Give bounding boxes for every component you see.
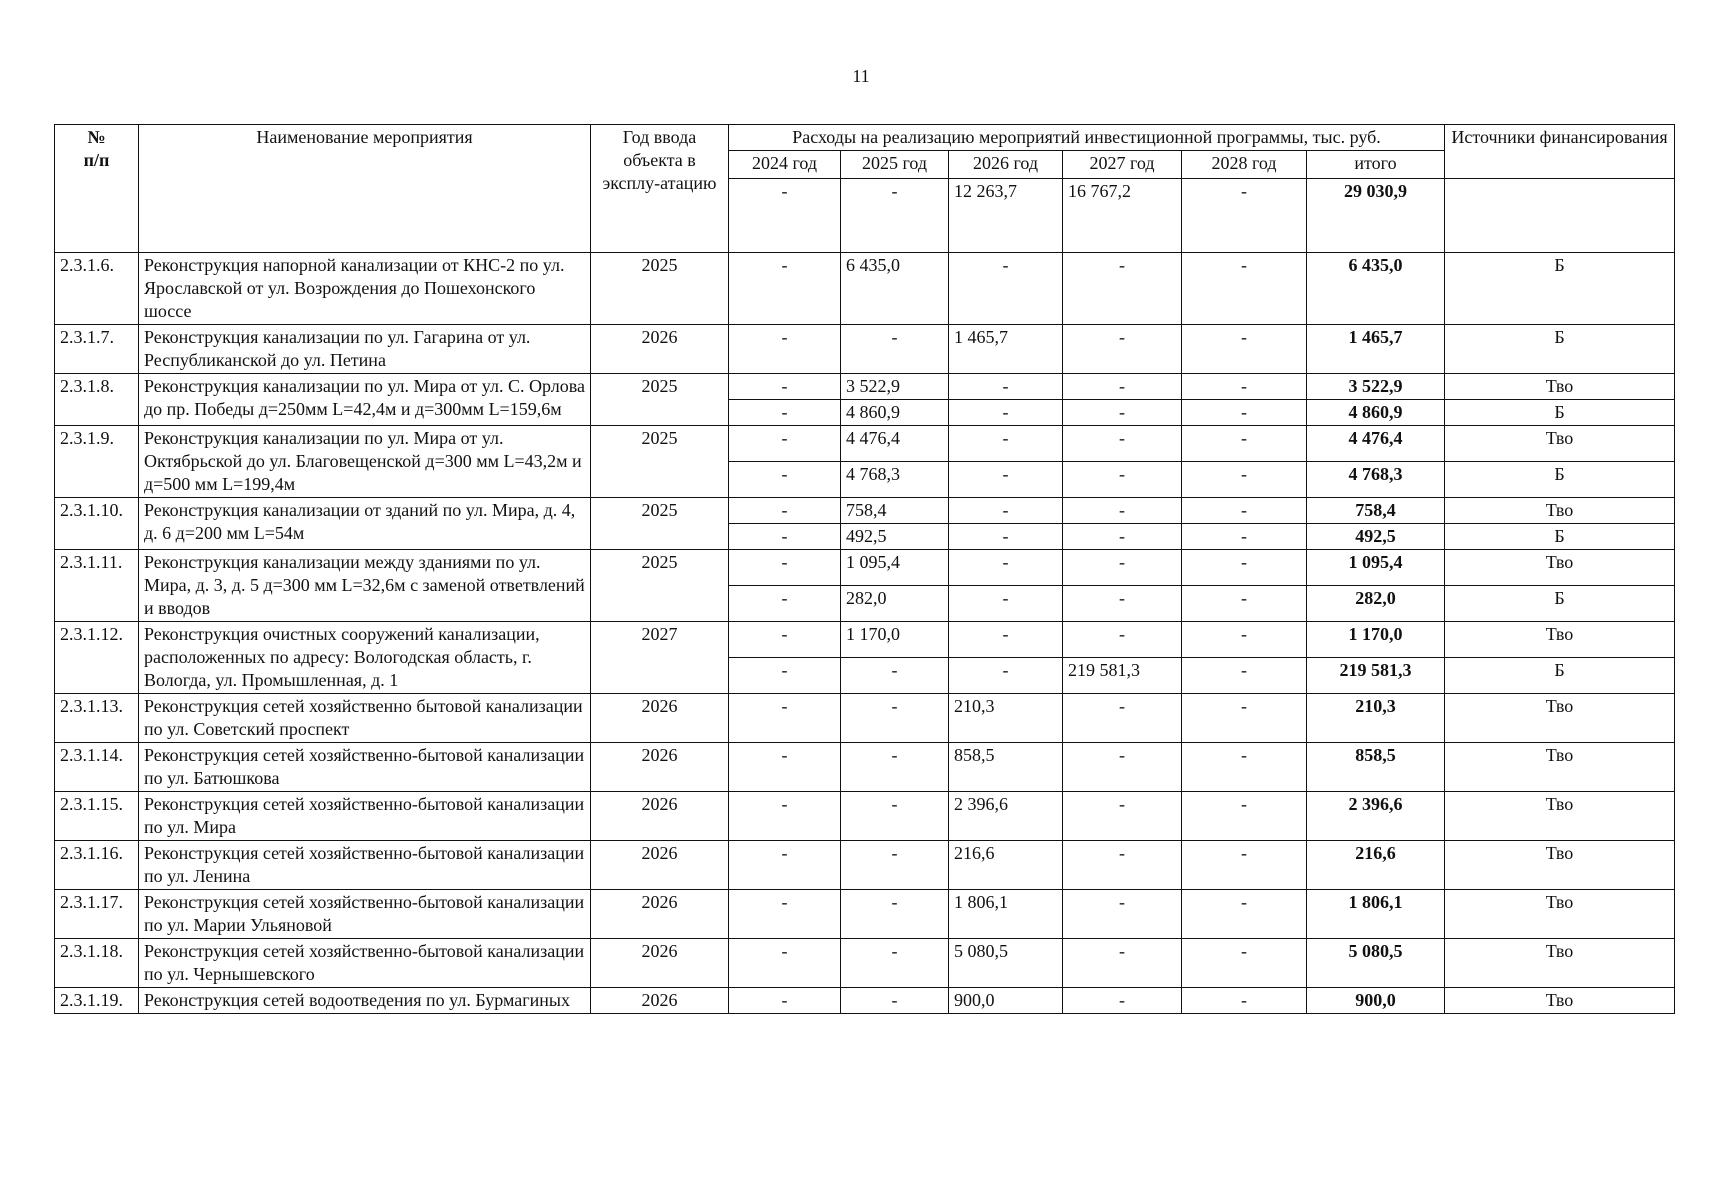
cell-2025: 282,0	[841, 586, 949, 622]
cell-2024: -	[729, 792, 841, 841]
cell-2025: 1 095,4	[841, 550, 949, 586]
cell-2028: -	[1182, 253, 1307, 325]
cell-total: 6 435,0	[1307, 253, 1445, 325]
cell-2028: -	[1182, 498, 1307, 524]
cell-source: Тво	[1445, 890, 1675, 939]
cell-2026: 216,6	[949, 841, 1063, 890]
table-row	[55, 939, 1675, 988]
cell-2028: -	[1182, 622, 1307, 658]
cell-2025: 4 768,3	[841, 462, 949, 498]
cell-2026: 5 080,5	[949, 939, 1063, 988]
cell-2024: -	[729, 939, 841, 988]
cell-2026: -	[949, 400, 1063, 426]
row-number: 2.3.1.13.	[55, 694, 139, 743]
cell-source: Тво	[1445, 426, 1675, 462]
row-name: Реконструкция канализации по ул. Гагарина от ул. Республиканской до ул. Петина	[139, 325, 591, 374]
cell-2026: 210,3	[949, 694, 1063, 743]
cell-source: Тво	[1445, 792, 1675, 841]
table-row	[55, 792, 1675, 841]
header-name: Наименование мероприятия	[139, 125, 591, 253]
cell-2026: 1 465,7	[949, 325, 1063, 374]
cell-total: 1 465,7	[1307, 325, 1445, 374]
cell-2027: -	[1063, 498, 1182, 524]
cell-2024: -	[729, 658, 841, 694]
row-name: Реконструкция сетей хозяйственно-бытовой канализации по ул. Чернышевского	[139, 939, 591, 988]
row-year: 2025	[591, 253, 729, 325]
cell-2025: -	[841, 890, 949, 939]
table-row	[55, 622, 1675, 658]
cell-2026: 858,5	[949, 743, 1063, 792]
cell-2028: -	[1182, 426, 1307, 462]
header-expenses: Расходы на реализацию мероприятий инвестиционной программы, тыс. руб.	[729, 125, 1445, 151]
cell-source: Тво	[1445, 939, 1675, 988]
row-name: Реконструкция напорной канализации от КНС-2 по ул. Ярославской от ул. Возрождения до Пошехонского шоссе	[139, 253, 591, 325]
cell-total: 216,6	[1307, 841, 1445, 890]
row-year: 2025	[591, 426, 729, 498]
cell-total: 4 860,9	[1307, 400, 1445, 426]
cell-2028: -	[1182, 462, 1307, 498]
cell-2025: 3 522,9	[841, 374, 949, 400]
cell-2024: -	[729, 988, 841, 1014]
cell-total: 219 581,3	[1307, 658, 1445, 694]
row-number: 2.3.1.16.	[55, 841, 139, 890]
cell-2025: 4 860,9	[841, 400, 949, 426]
table-row	[55, 426, 1675, 462]
cell-2026: 2 396,6	[949, 792, 1063, 841]
table-row	[55, 890, 1675, 939]
cell-2025: -	[841, 658, 949, 694]
cell-2028: -	[1182, 400, 1307, 426]
cell-2028: -	[1182, 939, 1307, 988]
cell-2024: -	[729, 498, 841, 524]
row-number: 2.3.1.14.	[55, 743, 139, 792]
row-name: Реконструкция сетей хозяйственно-бытовой канализации по ул. Батюшкова	[139, 743, 591, 792]
cell-2026: 1 806,1	[949, 890, 1063, 939]
row-year: 2026	[591, 841, 729, 890]
row-name: Реконструкция сетей хозяйственно-бытовой канализации по ул. Ленина	[139, 841, 591, 890]
cell-2024: -	[729, 462, 841, 498]
cell-2027: -	[1063, 743, 1182, 792]
cell-2024: -	[729, 743, 841, 792]
cell-source: Б	[1445, 462, 1675, 498]
row-name: Реконструкция канализации между зданиями по ул. Мира, д. 3, д. 5 д=300 мм L=32,6м с заменой ответвлений и вводов	[139, 550, 591, 622]
cell-2027: -	[1063, 374, 1182, 400]
table-row	[55, 550, 1675, 586]
cell-2024: -	[729, 694, 841, 743]
cell-source: Тво	[1445, 622, 1675, 658]
row-year: 2025	[591, 550, 729, 622]
cell-source: Б	[1445, 524, 1675, 550]
row-number: 2.3.1.9.	[55, 426, 139, 498]
header-total: итого	[1307, 151, 1445, 179]
carry-cell: -	[841, 179, 949, 253]
cell-total: 1 170,0	[1307, 622, 1445, 658]
header-year-2026: 2026 год	[949, 151, 1063, 179]
cell-source: Тво	[1445, 498, 1675, 524]
cell-2027: 219 581,3	[1063, 658, 1182, 694]
cell-2028: -	[1182, 586, 1307, 622]
cell-2027: -	[1063, 586, 1182, 622]
row-year: 2026	[591, 939, 729, 988]
row-year: 2026	[591, 890, 729, 939]
table-row	[55, 841, 1675, 890]
header-row	[55, 125, 1675, 151]
row-year: 2025	[591, 498, 729, 550]
cell-2024: -	[729, 586, 841, 622]
cell-total: 1 806,1	[1307, 890, 1445, 939]
cell-2028: -	[1182, 988, 1307, 1014]
header-year: Год ввода объекта в эксплу-атацию	[591, 125, 729, 253]
cell-2024: -	[729, 426, 841, 462]
cell-source: Б	[1445, 586, 1675, 622]
cell-2027: -	[1063, 841, 1182, 890]
cell-2025: -	[841, 939, 949, 988]
cell-2025: 492,5	[841, 524, 949, 550]
cell-2027: -	[1063, 939, 1182, 988]
cell-total: 1 095,4	[1307, 550, 1445, 586]
carry-cell: -	[729, 179, 841, 253]
cell-total: 282,0	[1307, 586, 1445, 622]
row-name: Реконструкция канализации по ул. Мира от ул. Октябрьской до ул. Благовещенской д=300 мм L=43,2м и д=500 мм L=199,4м	[139, 426, 591, 498]
cell-total: 2 396,6	[1307, 792, 1445, 841]
cell-2027: -	[1063, 792, 1182, 841]
cell-2027: -	[1063, 988, 1182, 1014]
cell-2026: -	[949, 524, 1063, 550]
cell-2028: -	[1182, 792, 1307, 841]
row-year: 2026	[591, 743, 729, 792]
cell-2028: -	[1182, 890, 1307, 939]
table-row	[55, 498, 1675, 524]
cell-2024: -	[729, 400, 841, 426]
row-number: 2.3.1.12.	[55, 622, 139, 694]
row-number: 2.3.1.6.	[55, 253, 139, 325]
cell-2025: -	[841, 743, 949, 792]
cell-2027: -	[1063, 622, 1182, 658]
row-name: Реконструкция сетей хозяйственно-бытовой канализации по ул. Мира	[139, 792, 591, 841]
cell-total: 492,5	[1307, 524, 1445, 550]
row-number: 2.3.1.11.	[55, 550, 139, 622]
row-year: 2026	[591, 988, 729, 1014]
cell-2028: -	[1182, 325, 1307, 374]
cell-2027: -	[1063, 694, 1182, 743]
cell-2027: -	[1063, 325, 1182, 374]
cell-source: Тво	[1445, 743, 1675, 792]
carry-cell: 16 767,2	[1063, 179, 1182, 253]
cell-2027: -	[1063, 524, 1182, 550]
cell-source: Б	[1445, 400, 1675, 426]
cell-2027: -	[1063, 890, 1182, 939]
row-year: 2026	[591, 792, 729, 841]
row-number: 2.3.1.7.	[55, 325, 139, 374]
cell-2028: -	[1182, 694, 1307, 743]
cell-2026: -	[949, 253, 1063, 325]
page-number: 11	[852, 66, 870, 86]
cell-2025: 1 170,0	[841, 622, 949, 658]
cell-2026: -	[949, 374, 1063, 400]
row-number: 2.3.1.17.	[55, 890, 139, 939]
cell-2025: 758,4	[841, 498, 949, 524]
row-year: 2025	[591, 374, 729, 426]
cell-2027: -	[1063, 253, 1182, 325]
row-name: Реконструкция канализации от зданий по ул. Мира, д. 4, д. 6 д=200 мм L=54м	[139, 498, 591, 550]
cell-source: Б	[1445, 253, 1675, 325]
cell-2028: -	[1182, 658, 1307, 694]
row-year: 2026	[591, 325, 729, 374]
carry-total: 29 030,9	[1307, 179, 1445, 253]
cell-2026: -	[949, 426, 1063, 462]
cell-total: 4 768,3	[1307, 462, 1445, 498]
cell-total: 5 080,5	[1307, 939, 1445, 988]
cell-source: Тво	[1445, 988, 1675, 1014]
cell-2025: -	[841, 792, 949, 841]
cell-2028: -	[1182, 374, 1307, 400]
carry-source-empty	[1445, 179, 1675, 253]
header-num: № п/п	[55, 125, 139, 253]
investment-table	[54, 124, 1675, 1014]
cell-2026: -	[949, 498, 1063, 524]
cell-total: 4 476,4	[1307, 426, 1445, 462]
cell-2025: -	[841, 988, 949, 1014]
cell-total: 758,4	[1307, 498, 1445, 524]
table-row	[55, 325, 1675, 374]
cell-2026: -	[949, 462, 1063, 498]
header-sources: Источники финансирования	[1445, 125, 1675, 179]
row-name: Реконструкция канализации по ул. Мира от ул. С. Орлова до пр. Победы д=250мм L=42,4м и д=300мм L=159,6м	[139, 374, 591, 426]
cell-source: Б	[1445, 658, 1675, 694]
cell-2028: -	[1182, 550, 1307, 586]
cell-2025: -	[841, 841, 949, 890]
cell-source: Тво	[1445, 841, 1675, 890]
header-year-2024: 2024 год	[729, 151, 841, 179]
row-name: Реконструкция сетей хозяйственно-бытовой канализации по ул. Марии Ульяновой	[139, 890, 591, 939]
cell-total: 210,3	[1307, 694, 1445, 743]
cell-2027: -	[1063, 550, 1182, 586]
cell-2024: -	[729, 325, 841, 374]
table-row	[55, 743, 1675, 792]
cell-2024: -	[729, 524, 841, 550]
cell-2026: 900,0	[949, 988, 1063, 1014]
cell-source: Тво	[1445, 374, 1675, 400]
table-row	[55, 374, 1675, 400]
cell-2024: -	[729, 550, 841, 586]
cell-2025: -	[841, 325, 949, 374]
row-number: 2.3.1.15.	[55, 792, 139, 841]
cell-source: Б	[1445, 325, 1675, 374]
row-year: 2026	[591, 694, 729, 743]
cell-source: Тво	[1445, 694, 1675, 743]
cell-2026: -	[949, 586, 1063, 622]
cell-2026: -	[949, 622, 1063, 658]
cell-2025: -	[841, 694, 949, 743]
cell-2024: -	[729, 841, 841, 890]
cell-2028: -	[1182, 524, 1307, 550]
row-number: 2.3.1.19.	[55, 988, 139, 1014]
carry-cell: -	[1182, 179, 1307, 253]
cell-2024: -	[729, 890, 841, 939]
header-year-2028: 2028 год	[1182, 151, 1307, 179]
carry-cell: 12 263,7	[949, 179, 1063, 253]
cell-2026: -	[949, 550, 1063, 586]
cell-2027: -	[1063, 462, 1182, 498]
cell-2024: -	[729, 374, 841, 400]
cell-2027: -	[1063, 426, 1182, 462]
row-name: Реконструкция сетей водоотведения по ул. Бурмагиных	[139, 988, 591, 1014]
cell-2024: -	[729, 622, 841, 658]
cell-2025: 4 476,4	[841, 426, 949, 462]
table-row	[55, 694, 1675, 743]
row-name: Реконструкция очистных сооружений канализации, расположенных по адресу: Вологодская область, г. Вологда, ул. Промышленная, д. 1	[139, 622, 591, 694]
header-year-2027: 2027 год	[1063, 151, 1182, 179]
row-number: 2.3.1.18.	[55, 939, 139, 988]
cell-2028: -	[1182, 743, 1307, 792]
table-row	[55, 988, 1675, 1014]
cell-total: 858,5	[1307, 743, 1445, 792]
cell-total: 900,0	[1307, 988, 1445, 1014]
cell-2028: -	[1182, 841, 1307, 890]
cell-source: Тво	[1445, 550, 1675, 586]
cell-total: 3 522,9	[1307, 374, 1445, 400]
row-year: 2027	[591, 622, 729, 694]
cell-2024: -	[729, 253, 841, 325]
row-name: Реконструкция сетей хозяйственно бытовой канализации по ул. Советский проспект	[139, 694, 591, 743]
row-number: 2.3.1.8.	[55, 374, 139, 426]
header-year-2025: 2025 год	[841, 151, 949, 179]
cell-2027: -	[1063, 400, 1182, 426]
row-number: 2.3.1.10.	[55, 498, 139, 550]
table-row	[55, 253, 1675, 325]
cell-2025: 6 435,0	[841, 253, 949, 325]
cell-2026: -	[949, 658, 1063, 694]
